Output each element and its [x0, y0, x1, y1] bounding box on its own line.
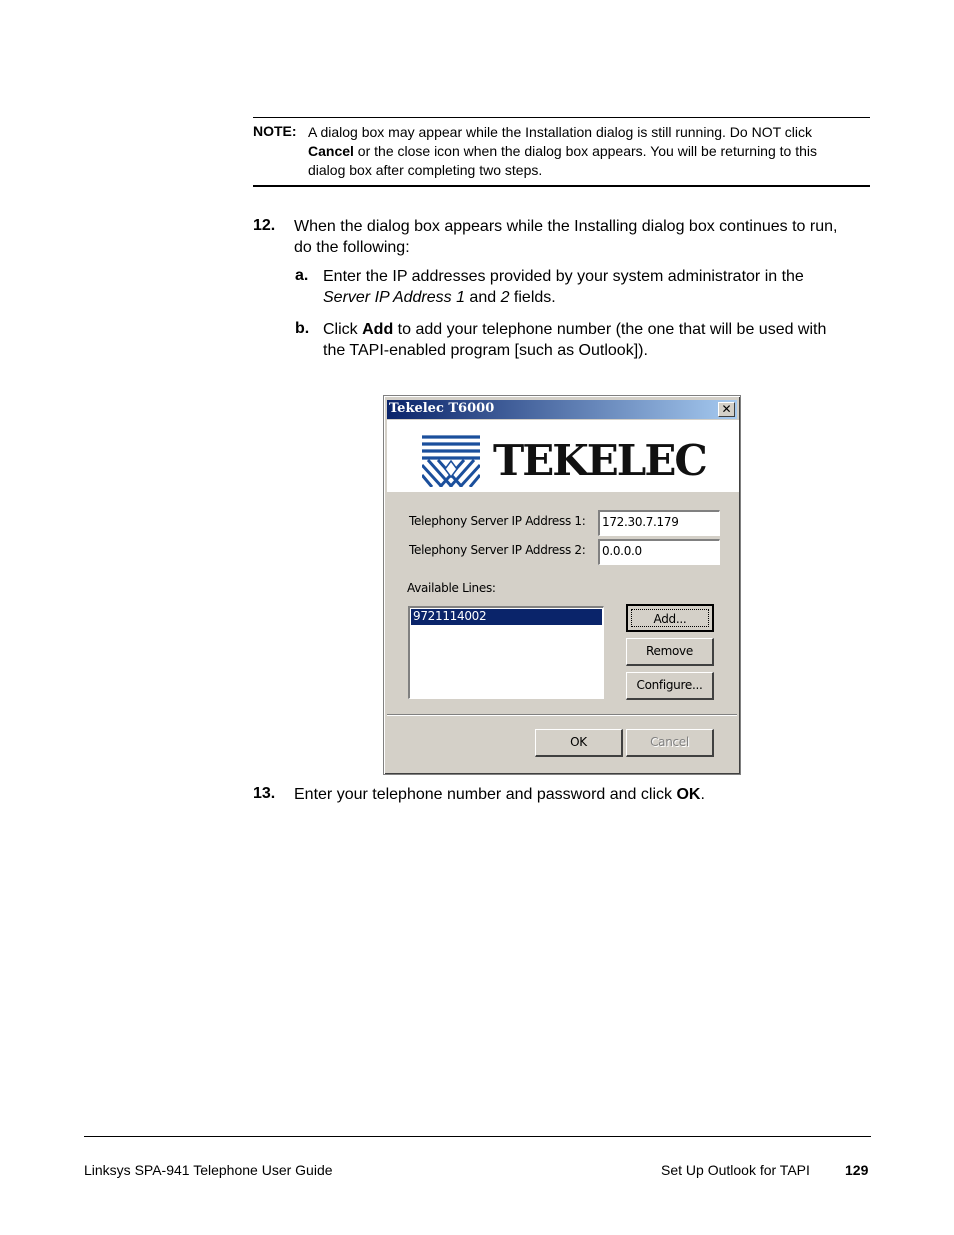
footer-section-title: Set Up Outlook for TAPI — [661, 1162, 810, 1178]
add-button[interactable] — [626, 604, 714, 632]
dialog-separator — [387, 714, 737, 716]
server1-input[interactable]: 172.30.7.179 — [598, 510, 720, 536]
footer-guide-title: Linksys SPA-941 Telephone User Guide — [84, 1162, 333, 1178]
note-label: NOTE: — [253, 123, 297, 139]
ok-button[interactable]: OK — [535, 729, 623, 757]
step-12b-letter: b. — [295, 320, 310, 337]
tekelec-logo-icon — [422, 433, 480, 487]
step-13-text: Enter your telephone number and password and click OK. — [294, 786, 705, 803]
cancel-button[interactable]: Cancel — [626, 729, 714, 757]
step-12a-letter: a. — [295, 267, 309, 284]
add-button-label: Add... — [631, 609, 709, 627]
available-lines-list[interactable] — [408, 606, 604, 699]
step-12-text: When the dialog box appears while the Installing dialog box continues to run, do the following: — [294, 218, 838, 256]
available-lines-label: Available Lines: — [407, 581, 496, 595]
logo-area — [387, 420, 739, 492]
server2-input[interactable]: 0.0.0.0 — [598, 539, 720, 565]
tekelec-dialog — [383, 395, 741, 775]
page-number: 129 — [845, 1162, 869, 1178]
tekelec-logo-text: TEKELEC — [493, 436, 706, 485]
remove-button[interactable]: Remove — [626, 638, 714, 666]
note-bottom-rule — [253, 185, 870, 187]
dialog-titlebar[interactable] — [387, 400, 737, 419]
note-cancel-bold: Cancel — [308, 143, 354, 159]
step-12b-text: Click Add to add your telephone number (the one that will be used with the TAPI-enabled program [such as Outlook]). — [323, 321, 827, 359]
close-icon[interactable]: ✕ — [718, 402, 735, 417]
step-12-number: 12. — [253, 217, 276, 234]
list-item[interactable]: 9721114002 — [411, 609, 602, 625]
dialog-title: Tekelec T6000 — [389, 401, 495, 416]
note-top-rule — [253, 117, 870, 118]
step-12a-text: Enter the IP addresses provided by your system administrator in the Server IP Address 1 and 2 fields. — [323, 268, 804, 306]
configure-button[interactable]: Configure... — [626, 672, 714, 700]
server1-label: Telephony Server IP Address 1: — [409, 514, 586, 528]
footer-rule — [84, 1136, 871, 1137]
server2-label: Telephony Server IP Address 2: — [409, 543, 586, 557]
step-13-number: 13. — [253, 785, 276, 802]
note-text: A dialog box may appear while the Installation dialog is still running. Do NOT click Cancel or the close icon when the dialog box appears. You will be returning to this dialog box after completing two steps. — [308, 124, 817, 178]
